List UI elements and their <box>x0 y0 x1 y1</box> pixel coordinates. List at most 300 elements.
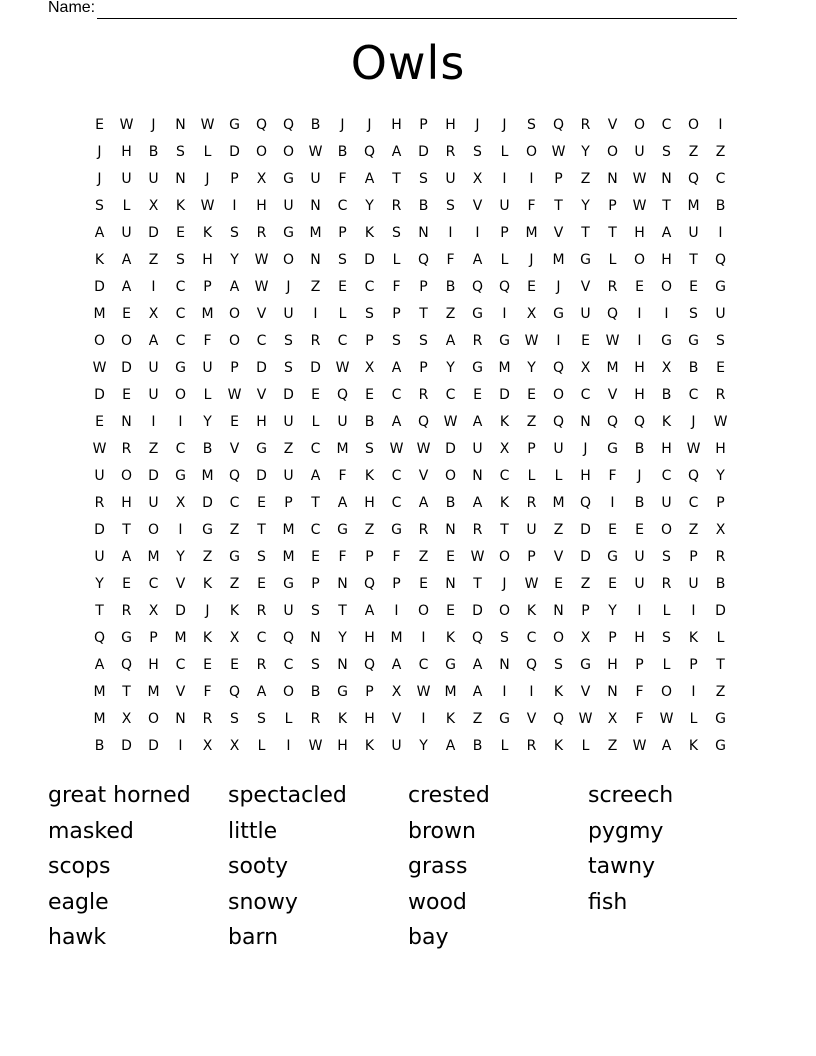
grid-letter: S <box>500 630 509 646</box>
grid-letter: C <box>337 198 348 214</box>
grid-letter: P <box>284 495 293 511</box>
grid-letter: C <box>391 468 402 484</box>
grid-letter: F <box>392 279 401 295</box>
grid-letter: E <box>230 657 239 673</box>
grid-letter: E <box>554 576 563 592</box>
grid-letter: H <box>634 630 645 646</box>
grid-letter: U <box>472 441 483 457</box>
grid-letter: K <box>499 495 510 511</box>
grid-letter: X <box>202 738 213 754</box>
grid-letter: A <box>121 252 132 268</box>
grid-letter: A <box>445 333 456 349</box>
grid-letter: H <box>364 711 375 727</box>
grid-letter: J <box>97 171 102 187</box>
grid-letter: J <box>340 117 345 133</box>
grid-letter: X <box>661 360 672 376</box>
grid-letter: G <box>175 360 186 376</box>
grid-letter: C <box>580 387 591 403</box>
grid-letter: D <box>202 495 213 511</box>
grid-letter: P <box>230 171 239 187</box>
grid-letter: C <box>175 306 186 322</box>
grid-letter: F <box>527 198 536 214</box>
grid-letter: Z <box>418 549 429 565</box>
grid-letter: N <box>661 171 672 187</box>
grid-letter: Z <box>445 306 456 322</box>
grid-letter: J <box>205 171 210 187</box>
grid-letter: E <box>689 279 698 295</box>
grid-letter: S <box>284 333 293 349</box>
grid-letter: I <box>556 333 561 349</box>
grid-letter: G <box>553 306 564 322</box>
grid-letter: Q <box>282 117 295 133</box>
grid-letter: A <box>94 657 105 673</box>
grid-letter: R <box>715 549 726 565</box>
grid-letter: P <box>419 279 428 295</box>
grid-letter: G <box>229 117 240 133</box>
grid-letter: V <box>256 306 267 322</box>
grid-letter: Q <box>552 414 565 430</box>
grid-letter: L <box>392 252 401 268</box>
grid-letter: G <box>580 252 591 268</box>
grid-letter: N <box>337 576 348 592</box>
grid-letter: Y <box>176 549 185 565</box>
grid-letter: T <box>95 603 104 619</box>
grid-letter: I <box>691 684 696 700</box>
grid-letter: J <box>529 252 534 268</box>
grid-letter: E <box>608 576 617 592</box>
word-list-item: brown <box>408 818 476 844</box>
grid-letter: O <box>282 684 295 700</box>
grid-letter: Y <box>338 630 347 646</box>
grid-letter: N <box>607 684 618 700</box>
page-title: Owls <box>350 36 466 90</box>
grid-letter: L <box>554 468 563 484</box>
grid-letter: E <box>95 117 104 133</box>
grid-letter: H <box>256 414 267 430</box>
grid-letter: G <box>472 306 483 322</box>
grid-row <box>86 463 734 490</box>
grid-letter: H <box>148 657 159 673</box>
grid-letter: H <box>634 225 645 241</box>
grid-letter: V <box>526 711 537 727</box>
grid-letter: A <box>256 684 267 700</box>
grid-letter: I <box>178 738 183 754</box>
grid-letter: S <box>176 252 185 268</box>
name-label: Name: <box>48 0 96 16</box>
grid-letter: O <box>606 144 619 160</box>
word-list-item: screech <box>588 783 674 808</box>
grid-letter: K <box>202 576 213 592</box>
grid-letter: W <box>92 441 107 457</box>
grid-letter: O <box>174 387 187 403</box>
grid-letter: U <box>283 468 294 484</box>
grid-letter: Y <box>203 414 212 430</box>
grid-letter: M <box>687 198 700 214</box>
grid-letter: D <box>310 360 321 376</box>
grid-letter: Y <box>527 360 536 376</box>
grid-letter: M <box>552 252 565 268</box>
name-blank-line <box>97 2 737 19</box>
grid-letter: D <box>445 441 456 457</box>
grid-letter: Q <box>282 630 295 646</box>
grid-letter: Q <box>363 657 376 673</box>
grid-letter: W <box>335 360 350 376</box>
grid-letter: N <box>445 522 456 538</box>
word-list-item: scops <box>48 854 111 879</box>
grid-letter: I <box>664 306 669 322</box>
grid-letter: F <box>608 468 617 484</box>
grid-letter: H <box>121 144 132 160</box>
grid-letter: Y <box>230 252 239 268</box>
grid-letter: Q <box>714 252 727 268</box>
grid-letter: E <box>230 414 239 430</box>
grid-letter: P <box>689 657 698 673</box>
grid-row <box>86 733 734 760</box>
grid-letter: I <box>448 225 453 241</box>
grid-letter: D <box>121 738 132 754</box>
grid-letter: G <box>715 711 726 727</box>
grid-row <box>86 166 734 193</box>
grid-letter: A <box>391 144 402 160</box>
grid-letter: V <box>175 576 186 592</box>
grid-letter: Y <box>419 738 428 754</box>
grid-letter: D <box>148 738 159 754</box>
grid-letter: S <box>662 630 671 646</box>
grid-letter: R <box>310 333 321 349</box>
grid-letter: I <box>637 306 642 322</box>
grid-letter: I <box>718 117 723 133</box>
grid-letter: W <box>686 441 701 457</box>
grid-letter: O <box>660 684 673 700</box>
grid-letter: U <box>94 549 105 565</box>
grid-letter: C <box>661 117 672 133</box>
grid-letter: J <box>151 117 156 133</box>
grid-letter: B <box>310 684 321 700</box>
grid-letter: I <box>502 306 507 322</box>
grid-letter: C <box>310 522 321 538</box>
grid-letter: I <box>718 225 723 241</box>
grid-letter: K <box>688 630 699 646</box>
grid-letter: N <box>472 468 483 484</box>
grid-letter: I <box>178 522 183 538</box>
grid-letter: V <box>229 441 240 457</box>
grid-letter: A <box>472 657 483 673</box>
grid-letter: C <box>688 495 699 511</box>
grid-letter: S <box>473 144 482 160</box>
grid-letter: R <box>256 657 267 673</box>
grid-letter: A <box>472 414 483 430</box>
grid-row <box>86 112 734 139</box>
grid-letter: A <box>661 225 672 241</box>
grid-letter: K <box>499 414 510 430</box>
grid-letter: L <box>311 414 320 430</box>
grid-letter: C <box>175 657 186 673</box>
grid-letter: U <box>121 171 132 187</box>
grid-letter: N <box>175 171 186 187</box>
grid-letter: T <box>392 171 401 187</box>
word-list-item: wood <box>408 889 467 915</box>
grid-letter: S <box>419 333 428 349</box>
grid-letter: A <box>229 279 240 295</box>
grid-letter: Q <box>552 117 565 133</box>
grid-letter: Z <box>580 171 591 187</box>
grid-letter: W <box>308 144 323 160</box>
grid-letter: U <box>634 549 645 565</box>
grid-letter: W <box>389 441 404 457</box>
grid-letter: Q <box>417 252 430 268</box>
grid-letter: R <box>418 522 429 538</box>
grid-letter: W <box>551 144 566 160</box>
grid-letter: B <box>445 279 456 295</box>
grid-letter: G <box>121 630 132 646</box>
grid-letter: E <box>446 549 455 565</box>
grid-letter: G <box>580 657 591 673</box>
grid-letter: J <box>556 279 561 295</box>
grid-letter: W <box>659 711 674 727</box>
grid-letter: U <box>310 171 321 187</box>
grid-letter: A <box>391 414 402 430</box>
grid-letter: U <box>283 603 294 619</box>
grid-letter: Z <box>364 522 375 538</box>
grid-letter: T <box>662 198 671 214</box>
grid-letter: L <box>500 738 509 754</box>
grid-letter: R <box>445 144 456 160</box>
grid-letter: B <box>472 738 483 754</box>
grid-letter: C <box>391 387 402 403</box>
grid-letter: O <box>93 333 106 349</box>
grid-letter: I <box>637 333 642 349</box>
grid-letter: D <box>580 522 591 538</box>
grid-letter: B <box>418 198 429 214</box>
grid-letter: P <box>527 441 536 457</box>
word-list-item: masked <box>48 818 134 844</box>
grid-letter: L <box>581 738 590 754</box>
grid-letter: O <box>255 144 268 160</box>
grid-letter: S <box>419 171 428 187</box>
grid-letter: W <box>632 171 647 187</box>
grid-letter: Z <box>580 576 591 592</box>
grid-letter: P <box>635 657 644 673</box>
grid-letter: E <box>716 360 725 376</box>
grid-letter: O <box>282 144 295 160</box>
grid-letter: B <box>337 144 348 160</box>
grid-letter: E <box>176 225 185 241</box>
grid-letter: Y <box>95 576 104 592</box>
grid-letter: D <box>283 387 294 403</box>
grid-letter: W <box>254 279 269 295</box>
grid-letter: S <box>689 306 698 322</box>
grid-letter: O <box>633 117 646 133</box>
grid-letter: R <box>472 522 483 538</box>
grid-letter: T <box>581 225 590 241</box>
grid-letter: C <box>229 495 240 511</box>
grid-row <box>86 652 734 679</box>
grid-letter: P <box>419 117 428 133</box>
grid-letter: Z <box>526 414 537 430</box>
grid-letter: U <box>580 306 591 322</box>
grid-letter: Q <box>471 630 484 646</box>
grid-row <box>86 247 734 274</box>
grid-letter: A <box>472 495 483 511</box>
grid-letter: E <box>446 603 455 619</box>
grid-letter: Z <box>688 144 699 160</box>
grid-letter: W <box>713 414 728 430</box>
grid-letter: L <box>122 198 131 214</box>
grid-letter: M <box>147 684 160 700</box>
grid-letter: I <box>529 684 534 700</box>
grid-letter: B <box>715 198 726 214</box>
grid-letter: G <box>661 333 672 349</box>
grid-letter: N <box>607 171 618 187</box>
grid-letter: G <box>283 576 294 592</box>
grid-letter: P <box>608 630 617 646</box>
grid-letter: I <box>502 171 507 187</box>
grid-letter: I <box>610 495 615 511</box>
grid-letter: R <box>418 387 429 403</box>
grid-letter: G <box>715 738 726 754</box>
grid-letter: Z <box>202 549 213 565</box>
grid-letter: M <box>282 549 295 565</box>
grid-letter: Y <box>581 198 590 214</box>
grid-letter: Q <box>336 387 349 403</box>
grid-letter: W <box>632 738 647 754</box>
grid-letter: U <box>148 495 159 511</box>
grid-letter: P <box>500 225 509 241</box>
grid-letter: N <box>310 252 321 268</box>
grid-letter: I <box>421 630 426 646</box>
grid-row <box>86 706 734 733</box>
grid-letter: O <box>552 630 565 646</box>
grid-letter: D <box>148 468 159 484</box>
grid-letter: K <box>94 252 105 268</box>
grid-letter: M <box>201 306 214 322</box>
grid-letter: K <box>364 738 375 754</box>
word-list-item: tawny <box>588 854 656 879</box>
grid-letter: X <box>229 630 240 646</box>
grid-letter: O <box>417 603 430 619</box>
grid-letter: S <box>662 549 671 565</box>
grid-letter: F <box>392 549 401 565</box>
grid-letter: H <box>256 198 267 214</box>
grid-letter: I <box>502 684 507 700</box>
grid-letter: H <box>202 252 213 268</box>
grid-letter: N <box>310 198 321 214</box>
grid-letter: D <box>364 252 375 268</box>
grid-letter: J <box>502 576 507 592</box>
grid-letter: C <box>310 441 321 457</box>
grid-letter: C <box>391 495 402 511</box>
grid-letter: P <box>149 630 158 646</box>
grid-letter: R <box>715 387 726 403</box>
grid-letter: Q <box>363 144 376 160</box>
grid-letter: T <box>311 495 320 511</box>
grid-letter: B <box>634 441 645 457</box>
grid-letter: U <box>202 360 213 376</box>
grid-letter: V <box>553 225 564 241</box>
grid-letter: Q <box>471 279 484 295</box>
grid-letter: Y <box>608 603 617 619</box>
word-list-item: barn <box>228 925 279 950</box>
grid-letter: T <box>500 522 509 538</box>
grid-letter: D <box>580 549 591 565</box>
grid-letter: H <box>607 657 618 673</box>
grid-letter: E <box>527 387 536 403</box>
grid-letter: I <box>637 603 642 619</box>
grid-letter: P <box>608 198 617 214</box>
grid-letter: F <box>338 549 347 565</box>
grid-letter: H <box>715 441 726 457</box>
grid-letter: E <box>527 279 536 295</box>
grid-letter: E <box>473 387 482 403</box>
grid-letter: U <box>391 738 402 754</box>
grid-letter: X <box>148 306 159 322</box>
grid-letter: V <box>418 468 429 484</box>
grid-letter: S <box>392 333 401 349</box>
grid-letter: G <box>607 441 618 457</box>
grid-row <box>86 679 734 706</box>
grid-letter: W <box>578 711 593 727</box>
grid-letter: A <box>364 171 375 187</box>
grid-letter: H <box>634 360 645 376</box>
grid-letter: W <box>200 117 215 133</box>
grid-letter: R <box>202 711 213 727</box>
grid-letter: K <box>553 684 564 700</box>
grid-letter: F <box>203 684 212 700</box>
grid-letter: C <box>148 576 159 592</box>
grid-letter: K <box>337 711 348 727</box>
grid-letter: A <box>364 603 375 619</box>
grid-letter: J <box>205 603 210 619</box>
grid-letter: Q <box>498 279 511 295</box>
grid-letter: O <box>660 279 673 295</box>
grid-letter: R <box>121 603 132 619</box>
grid-letter: C <box>256 333 267 349</box>
grid-letter: S <box>95 198 104 214</box>
grid-letter: G <box>283 171 294 187</box>
word-list-item: eagle <box>48 889 109 915</box>
grid-letter: D <box>148 225 159 241</box>
word-list-item: little <box>228 818 278 844</box>
grid-letter: W <box>605 333 620 349</box>
grid-letter: L <box>689 711 698 727</box>
grid-letter: M <box>498 360 511 376</box>
grid-letter: N <box>175 711 186 727</box>
grid-letter: L <box>608 252 617 268</box>
grid-letter: C <box>283 657 294 673</box>
grid-letter: T <box>419 306 428 322</box>
grid-letter: Z <box>310 279 321 295</box>
grid-letter: Z <box>607 738 618 754</box>
grid-letter: T <box>122 522 131 538</box>
grid-letter: E <box>311 549 320 565</box>
grid-letter: H <box>121 495 132 511</box>
grid-letter: B <box>202 441 213 457</box>
grid-letter: X <box>148 198 159 214</box>
grid-letter: K <box>661 414 672 430</box>
grid-letter: Q <box>525 657 538 673</box>
grid-letter: B <box>94 738 105 754</box>
grid-letter: C <box>256 630 267 646</box>
grid-letter: I <box>313 306 318 322</box>
grid-letter: U <box>148 360 159 376</box>
grid-letter: G <box>445 657 456 673</box>
grid-letter: V <box>391 711 402 727</box>
grid-letter: R <box>256 603 267 619</box>
grid-letter: Y <box>716 468 725 484</box>
name-field <box>48 0 748 19</box>
grid-letter: Z <box>715 144 726 160</box>
grid-letter: B <box>715 576 726 592</box>
